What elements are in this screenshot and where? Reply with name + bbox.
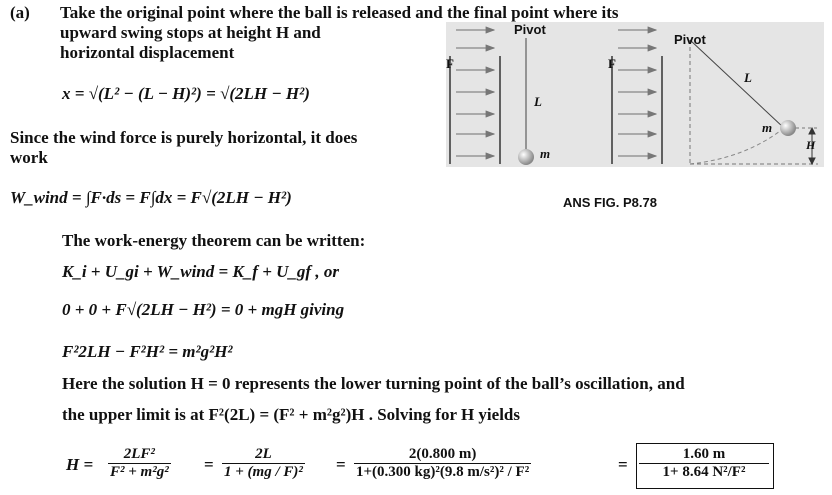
pivot-label-right: Pivot [674, 32, 706, 47]
answer-denominator: 1+ 8.64 N²/F² [639, 463, 769, 481]
wind-arrows-left [456, 30, 494, 156]
since-line-1: Since the wind force is purely horizontal, it does [10, 128, 358, 147]
answer-numerator: 1.60 m [682, 446, 726, 462]
fraction-2 [222, 446, 305, 481]
fraction-2-numerator: 2L [255, 446, 272, 462]
equation-energy-balance: K_i + U_gi + W_wind = K_f + U_gf , or [62, 262, 339, 281]
work-energy-statement: The work-energy theorem can be written: [62, 231, 366, 250]
equals-2: = [336, 455, 346, 474]
equals-1: = [204, 455, 214, 474]
fraction-answer [639, 446, 769, 481]
force-bracket-right [612, 56, 662, 164]
length-label-left: L [534, 94, 542, 109]
intro-line-1: Take the original point where the ball is released and the final point where its [60, 3, 619, 22]
mass-label-right: m [762, 120, 773, 135]
height-label: H [806, 138, 816, 152]
fraction-1 [108, 446, 171, 481]
part-label: (a) [10, 3, 30, 22]
intro-line-3: horizontal displacement [60, 43, 235, 62]
equation-displacement: x = √(L² − (L − H)²) = √(2LH − H²) [62, 84, 310, 103]
string-right [690, 40, 784, 128]
equals-3: = [618, 455, 628, 474]
fraction-3 [354, 446, 531, 481]
fraction-3-numerator: 2(0.800 m) [408, 446, 477, 462]
pivot-label-left: Pivot [514, 22, 546, 37]
ball-right [780, 120, 796, 136]
since-line-2: work [10, 148, 48, 167]
fraction-1-numerator: 2LF² [123, 446, 155, 462]
equation-substituted: 0 + 0 + F√(2LH − H²) = 0 + mgH giving [62, 300, 345, 319]
ball-left [518, 149, 534, 165]
force-label-right: F [608, 56, 616, 71]
force-bracket-left [450, 56, 500, 164]
solution-line-1: Here the solution H = 0 represents the lower turning point of the ball’s oscillation, and [62, 374, 685, 393]
answer-box [636, 443, 774, 489]
intro-line-2: upward swing stops at height H and [60, 23, 321, 42]
length-label-right: L [744, 70, 752, 85]
fraction-3-denominator: 1+(0.300 kg)²(9.8 m/s²)² / F² [356, 464, 530, 480]
mass-label-left: m [540, 146, 551, 161]
figure-caption: ANS FIG. P8.78 [563, 195, 657, 210]
solution-line-2: the upper limit is at F²(2L) = (F² + m²g²)H . Solving for H yields [62, 405, 520, 424]
fraction-1-denominator: F² + m²g² [110, 464, 169, 480]
equation-wind-work: W_wind = ∫F·ds = F∫dx = F√(2LH − H²) [10, 188, 292, 207]
fraction-2-denominator: 1 + (mg / F)² [224, 464, 303, 480]
wind-arrows-right [618, 30, 656, 156]
equation-squared: F²2LH − F²H² = m²g²H² [62, 342, 233, 361]
pendulum-diagram [446, 22, 824, 167]
pendulum-figure [446, 22, 824, 167]
final-lhs: H = [66, 455, 94, 474]
force-label-left: F [446, 56, 454, 71]
